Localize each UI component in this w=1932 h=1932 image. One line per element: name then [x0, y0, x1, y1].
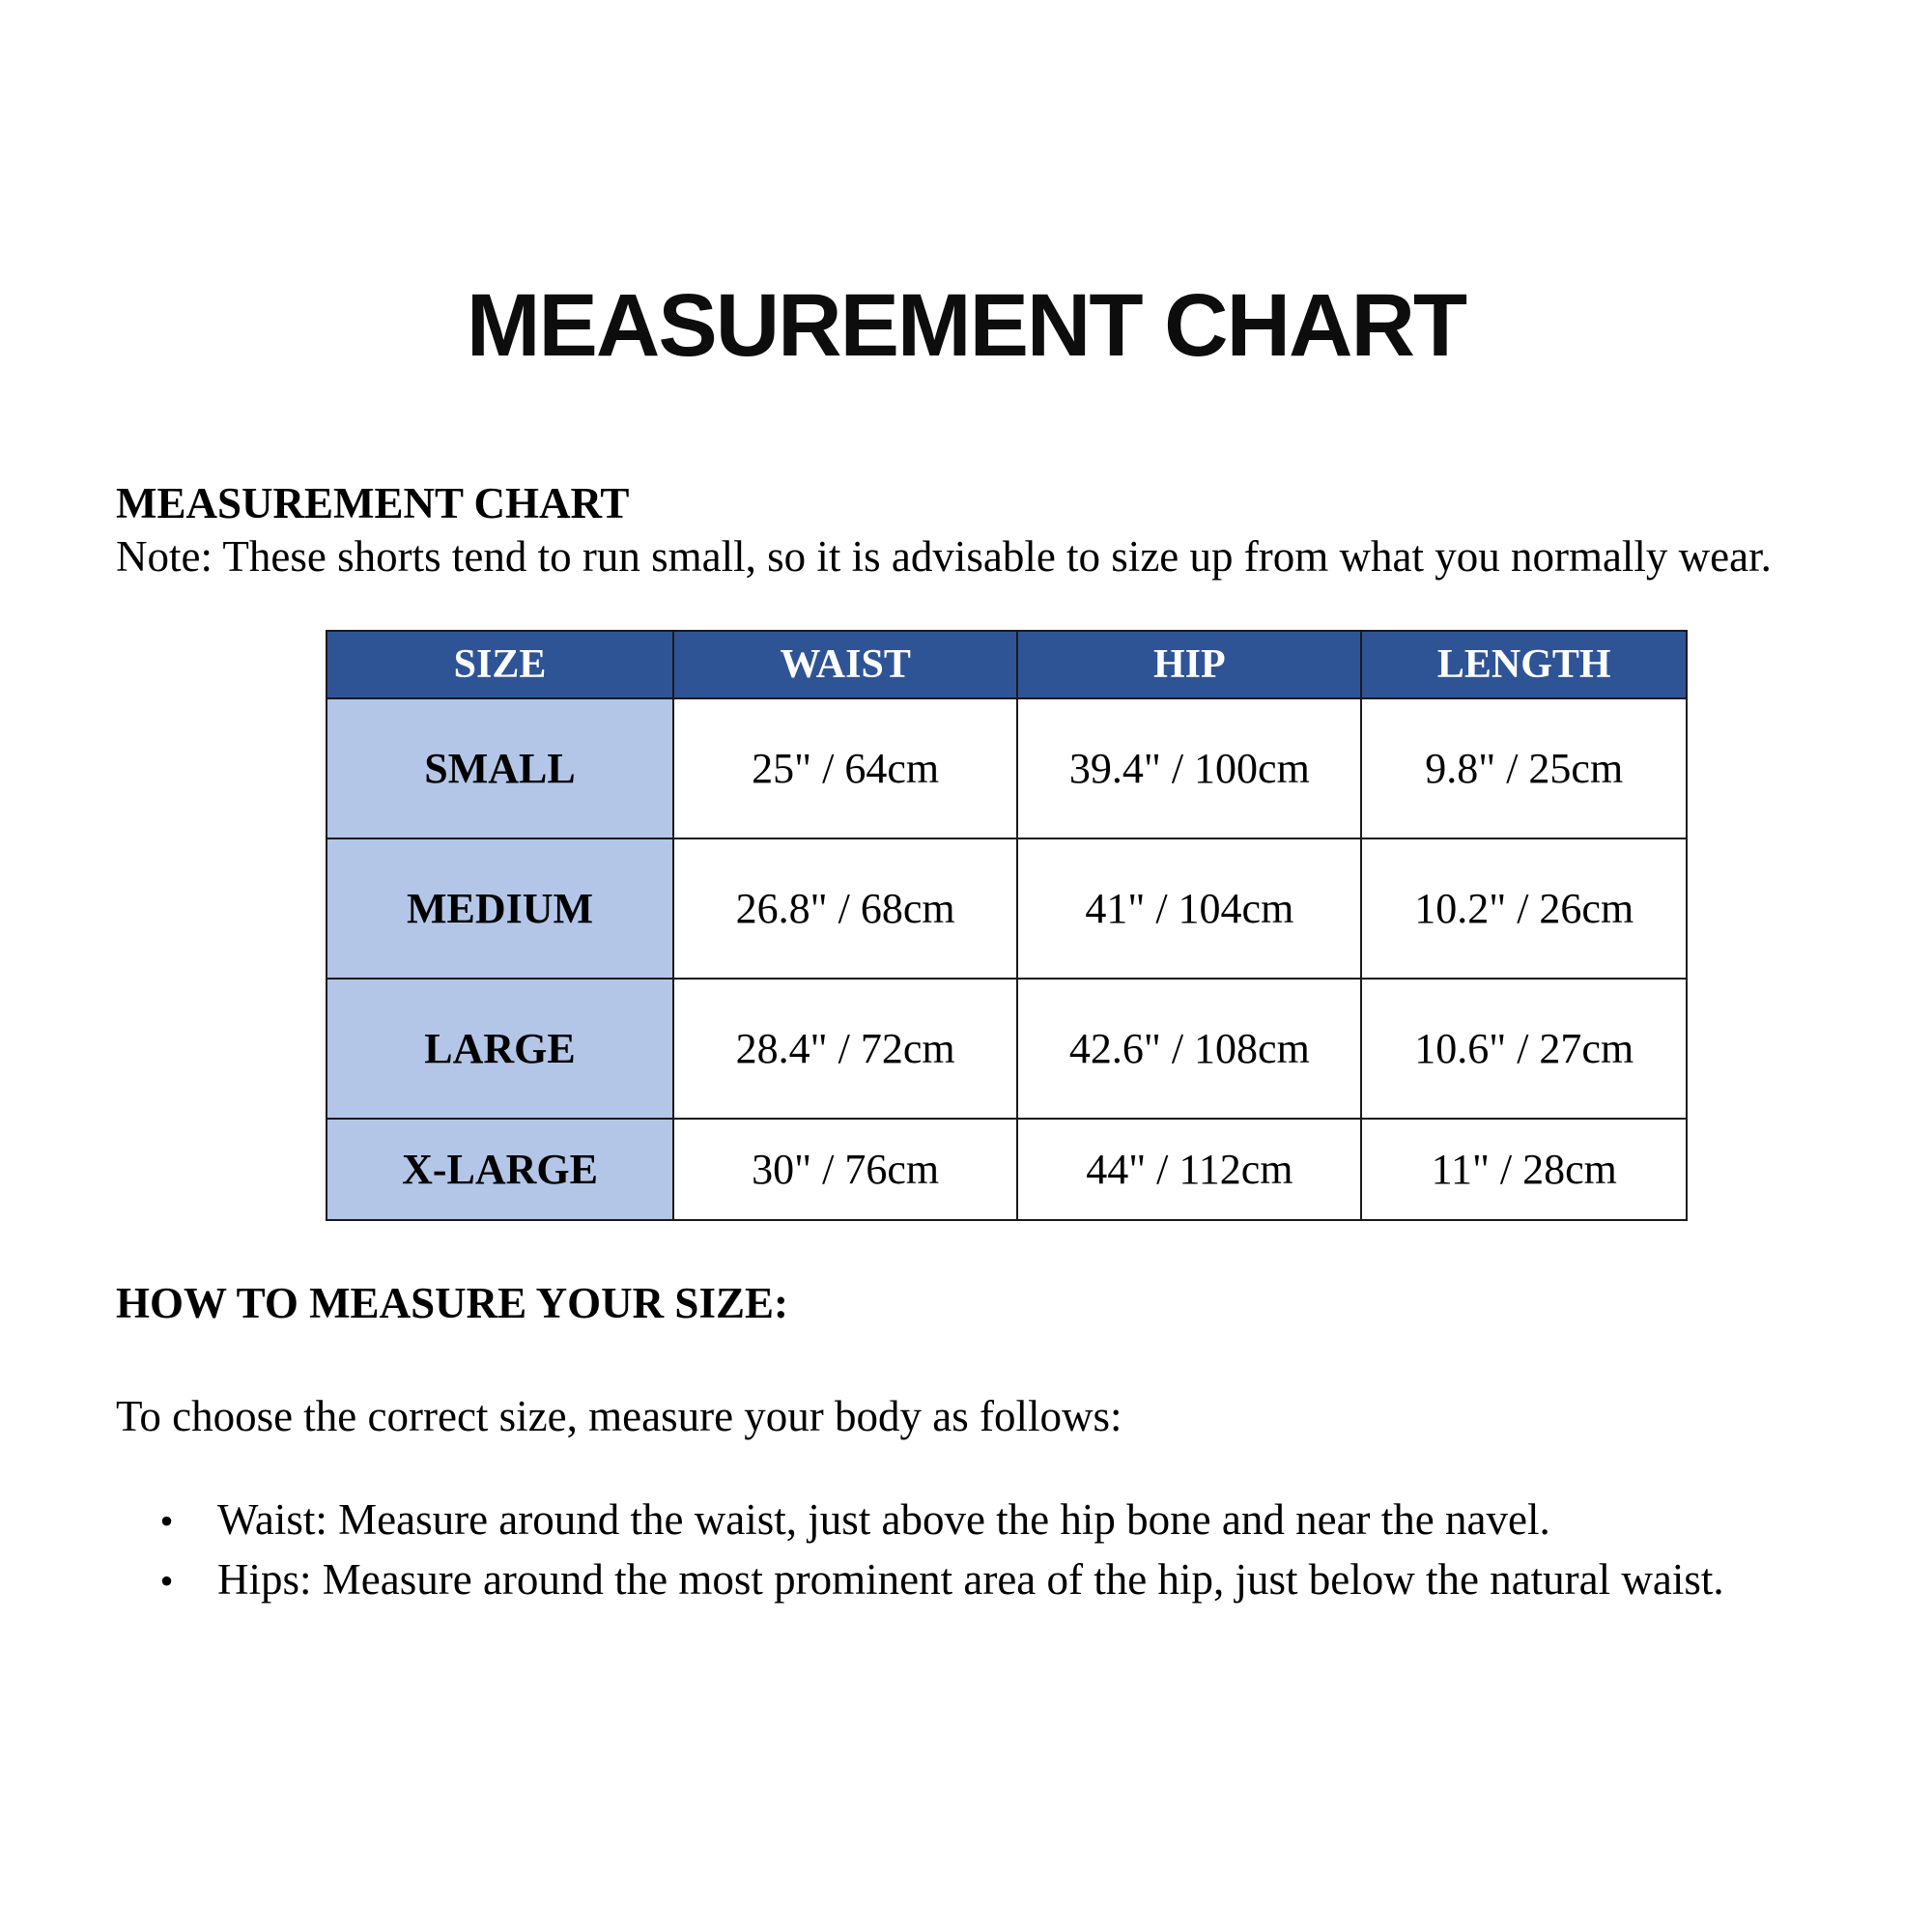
- length-cell: 11" / 28cm: [1361, 1119, 1687, 1220]
- table-row-small: [327, 698, 1687, 838]
- waist-cell: 25" / 64cm: [673, 698, 1017, 838]
- column-header-hip: HIP: [1017, 631, 1361, 698]
- bullet-icon: [116, 1490, 217, 1549]
- length-cell: 9.8" / 25cm: [1361, 698, 1687, 838]
- bullet-icon: [116, 1549, 217, 1609]
- size-cell: LARGE: [327, 979, 673, 1119]
- size-cell: MEDIUM: [327, 838, 673, 979]
- size-cell: SMALL: [327, 698, 673, 838]
- waist-cell: 28.4" / 72cm: [673, 979, 1017, 1119]
- how-to-intro: To choose the correct size, measure your body as follows:: [116, 1392, 1122, 1441]
- hip-cell: 42.6" / 108cm: [1017, 979, 1361, 1119]
- how-to-bullet-list: [116, 1490, 1860, 1609]
- length-cell: 10.2" / 26cm: [1361, 838, 1687, 979]
- table-header-row: [327, 631, 1687, 698]
- list-item: [116, 1490, 1860, 1549]
- table-row-medium: [327, 838, 1687, 979]
- column-header-waist: WAIST: [673, 631, 1017, 698]
- section-heading: MEASUREMENT CHART: [116, 478, 630, 527]
- document-content: [116, 477, 1860, 1610]
- waist-cell: 26.8" / 68cm: [673, 838, 1017, 979]
- measurement-table: [326, 630, 1688, 1221]
- length-cell: 10.6" / 27cm: [1361, 979, 1687, 1119]
- bullet-hips-text: Hips: Measure around the most prominent area of the hip, just below the natural waist.: [217, 1555, 1724, 1605]
- column-header-size: SIZE: [327, 631, 673, 698]
- sizing-note: Note: These shorts tend to run small, so it is advisable to size up from what you normally wear.: [116, 531, 1772, 581]
- waist-cell: 30" / 76cm: [673, 1119, 1017, 1220]
- table-row-large: [327, 979, 1687, 1119]
- page-title: MEASUREMENT CHART: [466, 276, 1466, 375]
- column-header-length: LENGTH: [1361, 631, 1687, 698]
- how-to-heading: HOW TO MEASURE YOUR SIZE:: [116, 1279, 788, 1328]
- size-cell: X-LARGE: [327, 1119, 673, 1220]
- table-row-xlarge: [327, 1119, 1687, 1220]
- bullet-waist-text: Waist: Measure around the waist, just above the hip bone and near the navel.: [217, 1495, 1550, 1545]
- list-item: [116, 1549, 1860, 1609]
- hip-cell: 44" / 112cm: [1017, 1119, 1361, 1220]
- hip-cell: 39.4" / 100cm: [1017, 698, 1361, 838]
- hip-cell: 41" / 104cm: [1017, 838, 1361, 979]
